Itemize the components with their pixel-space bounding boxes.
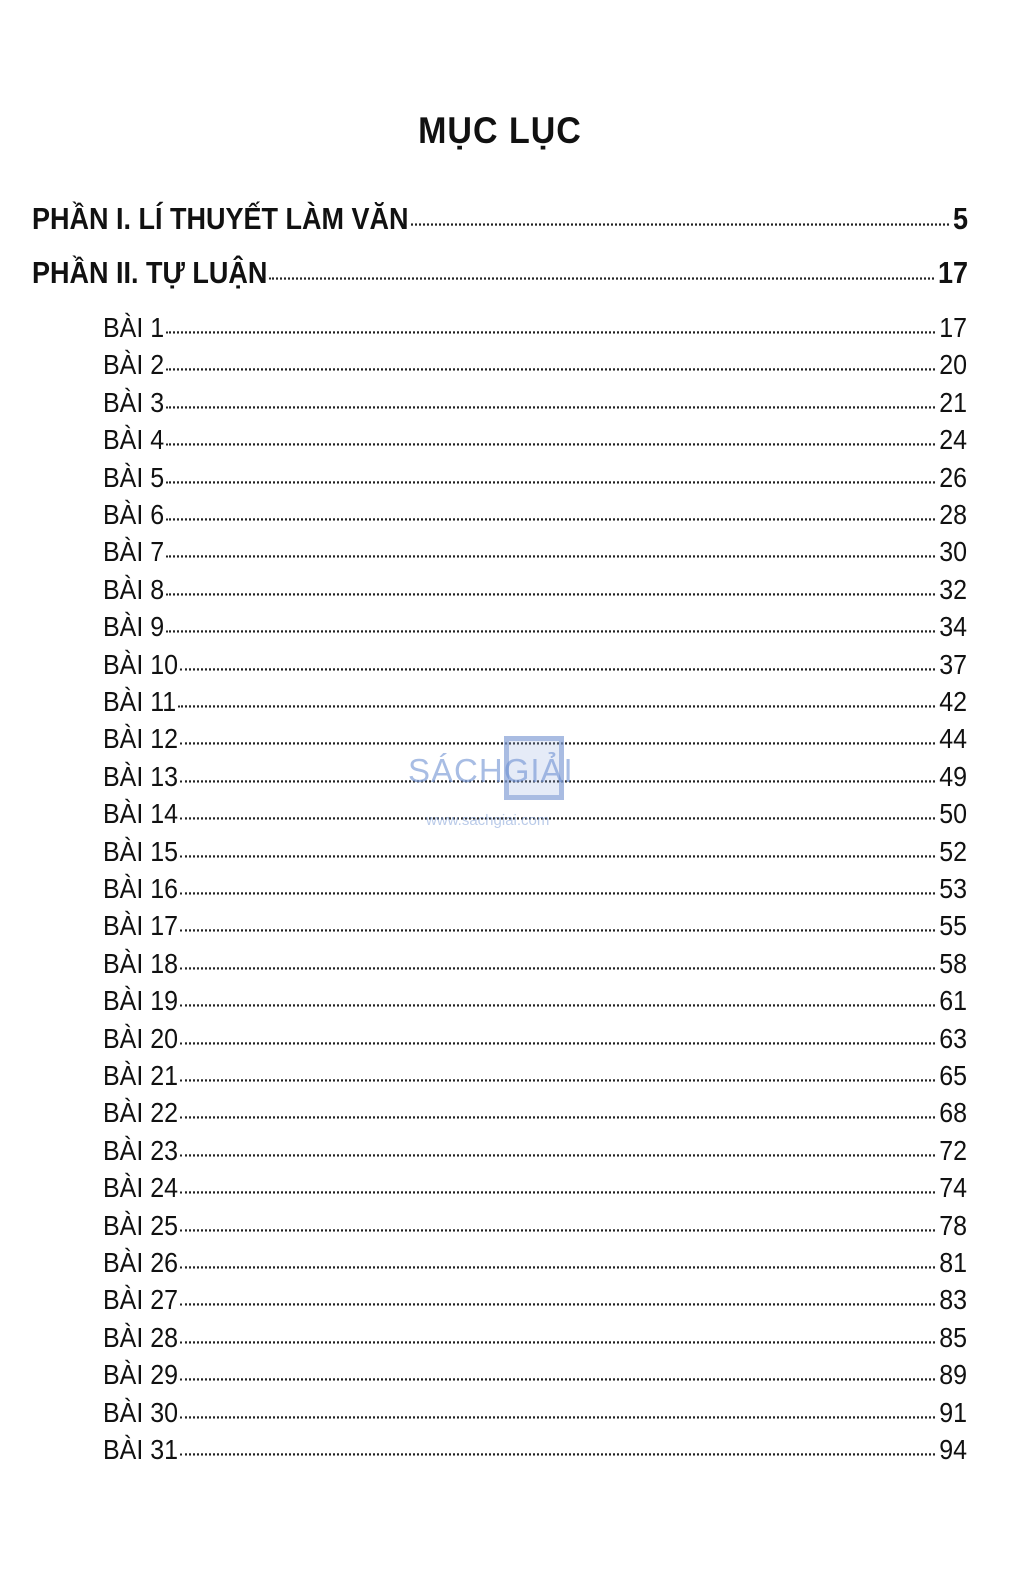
leader-dots bbox=[180, 1303, 935, 1305]
toc-lesson-entry-label: BÀI 25 bbox=[103, 1210, 179, 1242]
leader-dots bbox=[180, 1004, 935, 1006]
toc-lesson-entry-label: BÀI 15 bbox=[103, 836, 179, 868]
toc-lesson-entry bbox=[103, 1210, 967, 1242]
leader-dots bbox=[180, 780, 935, 782]
toc-lesson-entry bbox=[103, 312, 967, 344]
toc-lesson-entry-page-number: 28 bbox=[939, 499, 967, 531]
page-title: MỤC LỤC bbox=[418, 110, 582, 152]
toc-lesson-entry-label: BÀI 16 bbox=[103, 873, 179, 905]
toc-lesson-entry-label: BÀI 9 bbox=[103, 611, 165, 643]
toc-lesson-entry-page-number: 65 bbox=[939, 1060, 967, 1092]
toc-lesson-entry-page-number: 30 bbox=[939, 536, 967, 568]
watermark-brand-mid: G bbox=[503, 752, 531, 789]
watermark-url: www.sachgiai.com bbox=[426, 812, 550, 829]
toc-lesson-entry-page-number: 26 bbox=[939, 462, 967, 494]
toc-lesson-entry-label: BÀI 14 bbox=[103, 798, 179, 830]
toc-lesson-entry-page-number: 52 bbox=[939, 836, 967, 868]
toc-part-entry-page-number: 5 bbox=[952, 202, 968, 236]
toc-lesson-entry-page-number: 61 bbox=[939, 985, 967, 1017]
toc-lesson-entry-label: BÀI 23 bbox=[103, 1135, 179, 1167]
toc-lesson-entry-page-number: 94 bbox=[939, 1434, 967, 1466]
toc-lesson-entry bbox=[103, 1434, 967, 1466]
leader-dots bbox=[166, 555, 935, 557]
leader-dots bbox=[180, 668, 935, 670]
toc-lesson-entry-label: BÀI 10 bbox=[103, 649, 179, 681]
toc-lesson-entry-page-number: 85 bbox=[939, 1322, 967, 1354]
leader-dots bbox=[178, 705, 935, 707]
leader-dots bbox=[180, 1116, 935, 1118]
toc-lesson-entry bbox=[103, 985, 967, 1017]
toc-lesson-entry bbox=[103, 1322, 967, 1354]
leader-dots bbox=[180, 967, 935, 969]
toc-part-entry-page-number: 17 bbox=[937, 256, 968, 290]
toc-lesson-entry bbox=[103, 349, 967, 381]
toc-lesson-entry-page-number: 21 bbox=[939, 387, 967, 419]
toc-lesson-entry-page-number: 58 bbox=[939, 948, 967, 980]
toc-lesson-entry bbox=[103, 1060, 967, 1092]
toc-lesson-entry bbox=[103, 873, 967, 905]
toc-lesson-entry bbox=[103, 462, 967, 494]
toc-lesson-entry-page-number: 20 bbox=[939, 349, 967, 381]
toc-lesson-entry-label: BÀI 1 bbox=[103, 312, 165, 344]
toc-lesson-entry-page-number: 55 bbox=[939, 910, 967, 942]
toc-lesson-entry bbox=[103, 761, 967, 793]
toc-lesson-entry-label: BÀI 12 bbox=[103, 723, 179, 755]
toc-lesson-entry-label: BÀI 21 bbox=[103, 1060, 179, 1092]
leader-dots bbox=[180, 892, 935, 894]
toc-part-entry-label: PHẦN II. TỰ LUẬN bbox=[32, 256, 268, 290]
toc-lesson-entry-page-number: 53 bbox=[939, 873, 967, 905]
toc-lesson-entry-page-number: 89 bbox=[939, 1359, 967, 1391]
toc-lesson-entry-label: BÀI 6 bbox=[103, 499, 165, 531]
toc-lesson-entry-label: BÀI 30 bbox=[103, 1397, 179, 1429]
toc-lesson-entry-label: BÀI 26 bbox=[103, 1247, 179, 1279]
toc-lesson-entry-page-number: 50 bbox=[939, 798, 967, 830]
toc-lesson-entry-label: BÀI 13 bbox=[103, 761, 179, 793]
toc-lesson-entry-label: BÀI 24 bbox=[103, 1172, 179, 1204]
toc-lesson-entry-label: BÀI 11 bbox=[103, 686, 177, 718]
toc-part-entry bbox=[32, 202, 968, 237]
toc-lesson-entry-page-number: 44 bbox=[939, 723, 967, 755]
leader-dots bbox=[166, 443, 935, 445]
toc-lesson-entry-label: BÀI 28 bbox=[103, 1322, 179, 1354]
toc-lesson-entry bbox=[103, 686, 967, 718]
toc-lesson-entry-label: BÀI 5 bbox=[103, 462, 165, 494]
toc-lesson-entry-page-number: 17 bbox=[939, 312, 967, 344]
toc-lesson-entry bbox=[103, 910, 967, 942]
leader-dots bbox=[180, 742, 935, 744]
toc-lesson-entry-page-number: 74 bbox=[939, 1172, 967, 1204]
toc-lesson-entry bbox=[103, 387, 967, 419]
leader-dots bbox=[180, 929, 935, 931]
toc-lesson-entry bbox=[103, 1284, 967, 1316]
toc-lesson-entry-page-number: 83 bbox=[939, 1284, 967, 1316]
toc-lesson-entry bbox=[103, 499, 967, 531]
toc-lesson-entry-label: BÀI 18 bbox=[103, 948, 179, 980]
toc-lesson-entry-page-number: 63 bbox=[939, 1023, 967, 1055]
toc-lesson-entry-label: BÀI 20 bbox=[103, 1023, 179, 1055]
toc-lesson-entry bbox=[103, 836, 967, 868]
toc-lesson-entry bbox=[103, 611, 967, 643]
toc-lesson-entry-page-number: 49 bbox=[939, 761, 967, 793]
leader-dots bbox=[166, 481, 935, 483]
leader-dots bbox=[411, 223, 949, 225]
toc-lesson-entry-label: BÀI 31 bbox=[103, 1434, 179, 1466]
toc-part-entry-label: PHẦN I. LÍ THUYẾT LÀM VĂN bbox=[32, 202, 409, 236]
watermark-brand-left: SÁCH bbox=[408, 752, 504, 789]
toc-lesson-entry-page-number: 42 bbox=[939, 686, 967, 718]
toc-lesson-entry-page-number: 72 bbox=[939, 1135, 967, 1167]
toc-lesson-entry-label: BÀI 8 bbox=[103, 574, 165, 606]
leader-dots bbox=[180, 1042, 935, 1044]
leader-dots bbox=[166, 593, 935, 595]
toc-lesson-entry-label: BÀI 4 bbox=[103, 424, 165, 456]
leader-dots bbox=[180, 1416, 935, 1418]
leader-dots bbox=[166, 406, 935, 408]
leader-dots bbox=[180, 1154, 935, 1156]
toc-lesson-entry-page-number: 81 bbox=[939, 1247, 967, 1279]
leader-dots bbox=[180, 1378, 935, 1380]
toc-lesson-entry bbox=[103, 574, 967, 606]
leader-dots bbox=[166, 630, 935, 632]
toc-lesson-entry bbox=[103, 649, 967, 681]
toc-lesson-entry-page-number: 37 bbox=[939, 649, 967, 681]
toc-lesson-entry-label: BÀI 29 bbox=[103, 1359, 179, 1391]
toc-lesson-entry bbox=[103, 1397, 967, 1429]
leader-dots bbox=[166, 368, 935, 370]
toc-lesson-entry-label: BÀI 3 bbox=[103, 387, 165, 419]
toc-lesson-entry-label: BÀI 17 bbox=[103, 910, 179, 942]
toc-lesson-entry-page-number: 68 bbox=[939, 1097, 967, 1129]
toc-lesson-entry bbox=[103, 1135, 967, 1167]
leader-dots bbox=[180, 817, 935, 819]
leader-dots bbox=[180, 1229, 935, 1231]
toc-lesson-entry bbox=[103, 948, 967, 980]
toc-lesson-entry-label: BÀI 27 bbox=[103, 1284, 179, 1316]
toc-lesson-entry bbox=[103, 1359, 967, 1391]
toc-lesson-entry bbox=[103, 1097, 967, 1129]
toc-lesson-entry bbox=[103, 424, 967, 456]
toc-lesson-entry-label: BÀI 7 bbox=[103, 536, 165, 568]
leader-dots bbox=[180, 1453, 935, 1455]
toc-lesson-entry bbox=[103, 1247, 967, 1279]
toc-lesson-entry-page-number: 78 bbox=[939, 1210, 967, 1242]
leader-dots bbox=[166, 331, 935, 333]
leader-dots bbox=[180, 1266, 935, 1268]
leader-dots bbox=[180, 1341, 935, 1343]
toc-lesson-entry-label: BÀI 2 bbox=[103, 349, 165, 381]
toc-lesson-entry-page-number: 32 bbox=[939, 574, 967, 606]
leader-dots bbox=[180, 1191, 935, 1193]
toc-lesson-entry bbox=[103, 798, 967, 830]
toc-lesson-entry-page-number: 34 bbox=[939, 611, 967, 643]
leader-dots bbox=[180, 1079, 935, 1081]
toc-lesson-entry-page-number: 24 bbox=[939, 424, 967, 456]
toc-part-entry bbox=[32, 256, 968, 291]
toc-lesson-entry bbox=[103, 536, 967, 568]
toc-lesson-entry-page-number: 91 bbox=[939, 1397, 967, 1429]
leader-dots bbox=[166, 518, 935, 520]
leader-dots bbox=[180, 855, 935, 857]
toc-lesson-entry bbox=[103, 1172, 967, 1204]
toc-lesson-entry bbox=[103, 1023, 967, 1055]
toc-lesson-entry bbox=[103, 723, 967, 755]
toc-lesson-entry-label: BÀI 22 bbox=[103, 1097, 179, 1129]
watermark-brand-right: IẢI bbox=[530, 752, 574, 789]
leader-dots bbox=[269, 277, 934, 279]
toc-lesson-entry-label: BÀI 19 bbox=[103, 985, 179, 1017]
